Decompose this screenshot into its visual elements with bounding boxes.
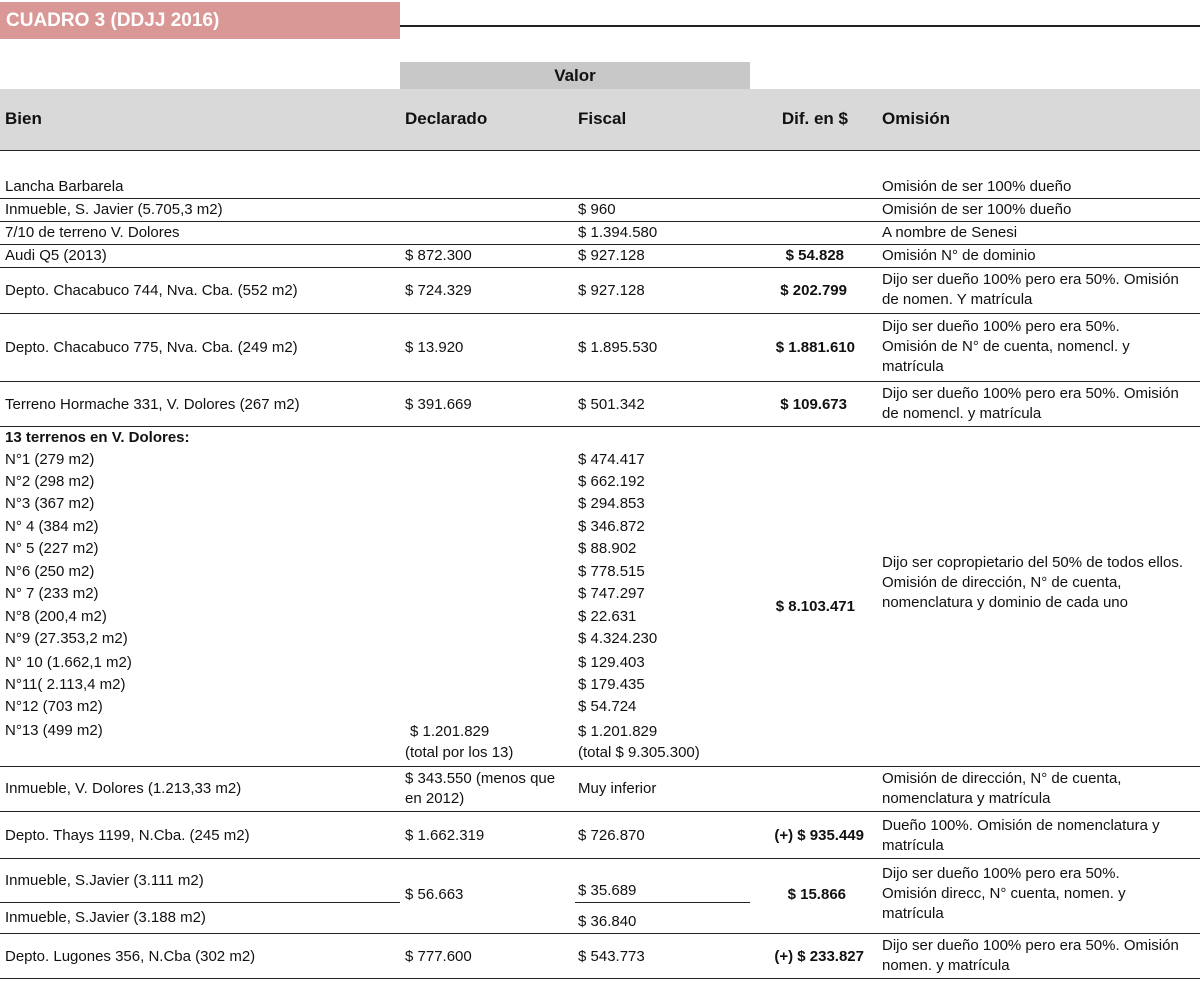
row-divider	[0, 426, 1200, 427]
row-divider	[0, 766, 1200, 767]
terreno-bien: N° 7 (233 m2)	[5, 585, 99, 602]
terreno-fiscal: $ 294.853	[578, 495, 645, 512]
cell-declarado: $ 343.550 (menos que en 2012)	[405, 770, 556, 807]
terrenos-heading: 13 terrenos en V. Dolores:	[5, 429, 190, 446]
cell-bien: Inmueble, S.Javier (3.188 m2)	[5, 909, 206, 926]
cell-declarado: $ 391.669	[405, 396, 472, 413]
cell-omision: A nombre de Senesi	[882, 224, 1018, 241]
terreno-bien: N° 4 (384 m2)	[5, 518, 99, 535]
cell-omision: Dijo ser dueño 100% pero era 50%. Omisión de nomencl. y matrícula	[882, 385, 1179, 422]
row-divider	[0, 811, 1200, 812]
cell-omision: Dijo ser dueño 100% pero era 50%. Omisión de nomen. Y matrícula	[882, 271, 1179, 308]
cell-declarado: $ 1.662.319	[405, 827, 485, 844]
header-fiscal: Fiscal	[578, 109, 627, 128]
cell-dif: (+) $ 935.449	[774, 827, 864, 844]
terreno-bien: N°6 (250 m2)	[5, 563, 95, 580]
cell-dif: (+) $ 233.827	[774, 948, 864, 965]
cell-dif: $ 1.881.610	[775, 339, 855, 356]
cell-declarado: $ 13.920	[405, 339, 464, 356]
terreno-bien: N°3 (367 m2)	[5, 495, 95, 512]
cell-dif: $ 54.828	[785, 247, 844, 264]
terreno-fiscal: $ 54.724	[578, 698, 637, 715]
row-divider	[0, 933, 1200, 934]
header-omision: Omisión	[882, 109, 951, 128]
terreno-fiscal: $ 1.201.829	[578, 723, 658, 740]
terrenos-omision: Dijo ser copropietario del 50% de todos ellos. Omisión de dirección, N° de cuenta, nomenclatura y dominio de cada uno	[882, 554, 1184, 611]
row-divider	[0, 978, 1200, 979]
cell-fiscal: $ 543.773	[578, 948, 645, 965]
cell-bien: Depto. Lugones 356, N.Cba (302 m2)	[5, 948, 256, 965]
terreno-bien: N°1 (279 m2)	[5, 451, 95, 468]
cell-bien: Terreno Hormache 331, V. Dolores (267 m2)	[5, 396, 300, 413]
terreno-fiscal: $ 179.435	[578, 676, 645, 693]
cell-bien: Lancha Barbarela	[5, 178, 124, 195]
row-divider	[0, 198, 1200, 199]
terreno-bien: N°12 (703 m2)	[5, 698, 103, 715]
sub-divider	[0, 902, 400, 903]
terreno-fiscal: $ 778.515	[578, 563, 645, 580]
cell-fiscal: $ 36.840	[578, 913, 637, 930]
terreno-fiscal: $ 4.324.230	[578, 630, 658, 647]
cell-fiscal: $ 927.128	[578, 282, 645, 299]
row-divider	[0, 221, 1200, 222]
cell-declarado: $ 724.329	[405, 282, 472, 299]
cell-fiscal: $ 35.689	[578, 882, 637, 899]
cell-bien: 7/10 de terreno V. Dolores	[5, 224, 180, 241]
terreno-fiscal: $ 747.297	[578, 585, 645, 602]
cell-omision: Omisión N° de dominio	[882, 247, 1036, 264]
row-divider	[0, 267, 1200, 268]
cell-dif: $ 109.673	[780, 396, 847, 413]
cell-fiscal: $ 501.342	[578, 396, 645, 413]
terreno-bien: N°9 (27.353,2 m2)	[5, 630, 128, 647]
terreno-fiscal: $ 88.902	[578, 540, 637, 557]
terreno-bien: N° 10 (1.662,1 m2)	[5, 654, 132, 671]
row-divider	[0, 858, 1200, 859]
cell-omision: Omisión de dirección, N° de cuenta, nomenclatura y matrícula	[882, 770, 1122, 807]
cell-bien: Inmueble, S. Javier (5.705,3 m2)	[5, 201, 223, 218]
cell-fiscal: $ 726.870	[578, 827, 645, 844]
title-banner	[0, 2, 400, 39]
terreno-fiscal: $ 474.417	[578, 451, 645, 468]
terreno-fiscal: $ 346.872	[578, 518, 645, 535]
row-divider	[0, 313, 1200, 314]
title-rule	[400, 25, 1200, 27]
cell-dif: $ 202.799	[780, 282, 847, 299]
cell-dif: $ 15.866	[787, 886, 846, 903]
terreno-fiscal: $ 129.403	[578, 654, 645, 671]
cell-bien: Audi Q5 (2013)	[5, 247, 107, 264]
valor-group-header: Valor	[400, 62, 750, 89]
terreno-bien: N°13 (499 m2)	[5, 722, 103, 739]
sub-divider	[575, 902, 750, 903]
terrenos-declarado-note: (total por los 13)	[405, 744, 514, 761]
terreno-bien: N°2 (298 m2)	[5, 473, 95, 490]
terreno-bien: N°11( 2.113,4 m2)	[5, 676, 126, 693]
terrenos-declarado-value: $ 1.201.829	[410, 723, 490, 740]
cell-omision: Omisión de ser 100% dueño	[882, 178, 1072, 195]
document-title: CUADRO 3 (DDJJ 2016)	[6, 10, 220, 31]
cell-omision: Dijo ser dueño 100% pero era 50%. Omisión nomen. y matrícula	[882, 937, 1179, 974]
header-declarado: Declarado	[405, 109, 488, 128]
cell-bien: Depto. Thays 1199, N.Cba. (245 m2)	[5, 827, 250, 844]
terreno-fiscal: $ 22.631	[578, 608, 637, 625]
cell-declarado: $ 872.300	[405, 247, 472, 264]
cell-bien: Depto. Chacabuco 775, Nva. Cba. (249 m2)	[5, 339, 298, 356]
cell-bien: Depto. Chacabuco 744, Nva. Cba. (552 m2)	[5, 282, 298, 299]
cell-fiscal: Muy inferior	[578, 780, 657, 797]
terreno-bien: N°8 (200,4 m2)	[5, 608, 107, 625]
header-dif: Dif. en $	[781, 109, 848, 128]
cell-omision: Dijo ser dueño 100% pero era 50%. Omisión direcc, N° cuenta, nomen. y matrícula	[882, 865, 1126, 922]
row-divider	[0, 381, 1200, 382]
terrenos-fiscal-note: (total $ 9.305.300)	[578, 744, 700, 761]
cell-bien: Inmueble, V. Dolores (1.213,33 m2)	[5, 780, 242, 797]
cell-omision: Dijo ser dueño 100% pero era 50%. Omisión de N° de cuenta, nomencl. y matrícula	[882, 318, 1130, 375]
cell-fiscal: $ 1.394.580	[578, 224, 658, 241]
cell-bien: Inmueble, S.Javier (3.111 m2)	[5, 872, 204, 889]
terreno-fiscal: $ 662.192	[578, 473, 645, 490]
cell-omision: Omisión de ser 100% dueño	[882, 201, 1072, 218]
row-divider	[0, 244, 1200, 245]
cell-omision: Dueño 100%. Omisión de nomenclatura y matrícula	[882, 817, 1160, 854]
terrenos-dif: $ 8.103.471	[775, 598, 855, 615]
terreno-bien: N° 5 (227 m2)	[5, 540, 99, 557]
cell-declarado: $ 777.600	[405, 948, 472, 965]
cell-fiscal: $ 1.895.530	[578, 339, 658, 356]
header-bien: Bien	[5, 109, 42, 128]
cell-declarado: $ 56.663	[405, 886, 464, 903]
cell-fiscal: $ 927.128	[578, 247, 645, 264]
cell-fiscal: $ 960	[578, 201, 616, 218]
